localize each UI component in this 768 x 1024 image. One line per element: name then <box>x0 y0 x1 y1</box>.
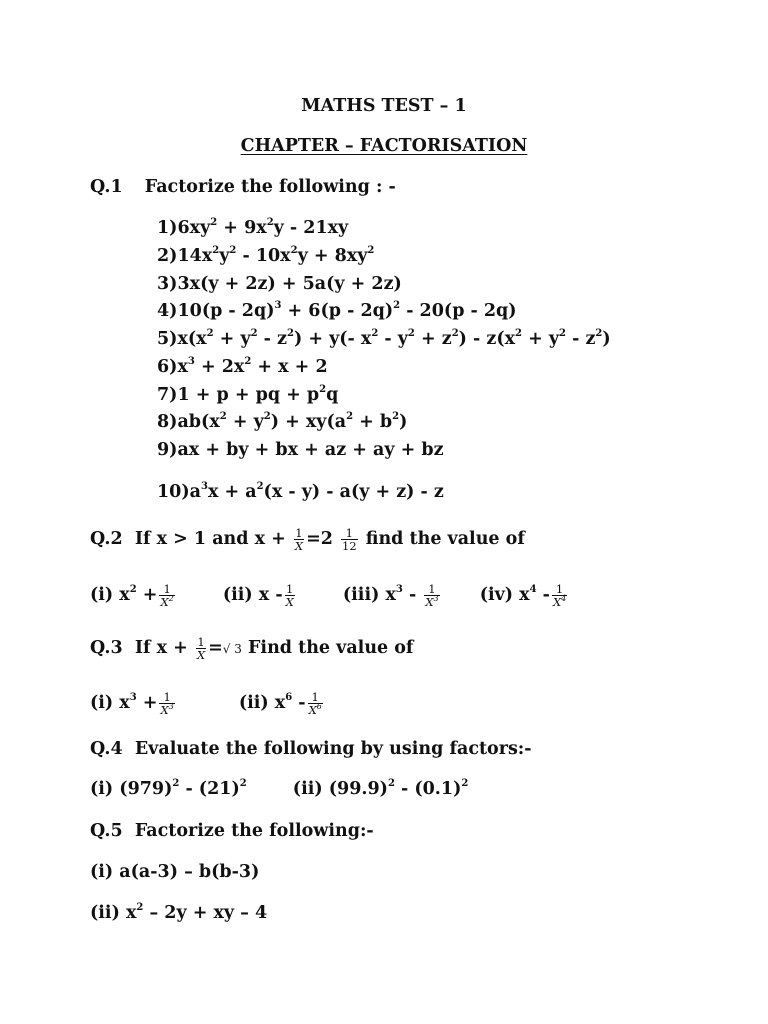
q2-part-ii: (ii) x - $\frac{1}{X}$ <box>222 582 294 609</box>
q4-label: Q.4 <box>90 739 123 759</box>
q5-heading <box>90 820 374 842</box>
expression-text: 3x(y + 2z) + 5a(y + 2z) <box>177 274 402 294</box>
expression-text: y + 8xy <box>297 246 368 266</box>
q1-item <box>157 356 328 378</box>
expression-text: y - 21xy <box>273 218 349 238</box>
q3-equals: = <box>208 638 223 658</box>
q3-label: Q.3 <box>90 638 123 658</box>
expression-text: 1 + p + pq + p <box>177 385 320 405</box>
q2-parts <box>90 583 569 608</box>
q1-heading <box>90 176 396 198</box>
q1-item-number: 3) <box>157 274 178 294</box>
expression-text: - z <box>257 329 287 349</box>
q1-item-number: 2) <box>157 246 178 266</box>
q2-heading <box>90 527 525 552</box>
q3-part-i: (i) $x^3$ + $\frac{1}{X^3}$ <box>90 690 174 717</box>
expression-text: ) - z(x <box>458 329 516 349</box>
exponent: 2 <box>206 328 214 339</box>
q5-label: Q.5 <box>90 821 123 841</box>
q2-post: find the value of <box>365 529 525 549</box>
q2-fraction: $\frac{1}{X}$ <box>294 526 304 553</box>
q4-part-ii: (ii) $(99.9)^2 - (0.1)^2$ <box>292 778 469 799</box>
exponent: 2 <box>515 328 523 339</box>
q3-root: √ 3 <box>222 642 242 656</box>
q2-label: Q.2 <box>90 529 123 549</box>
q2-part-i: (i) $x^2$ + $\frac{1}{X^2}$ <box>90 582 174 609</box>
q1-item-number: 9) <box>157 440 178 460</box>
expression-text: (x - y) - a(y + z) - z <box>263 482 444 502</box>
expression-text: - 20(p - 2q) <box>400 301 517 321</box>
q1-item <box>157 481 444 503</box>
q5-part-i: (i) a(a-3) – b(b-3) <box>90 862 260 882</box>
q1-item-number: 5) <box>157 329 178 349</box>
exponent: 3 <box>274 300 282 311</box>
exponent: 2 <box>393 300 401 311</box>
chapter-heading: CHAPTER – FACTORISATION <box>240 136 528 156</box>
expression-text: ) <box>399 412 408 432</box>
exponent: 2 <box>559 328 567 339</box>
q1-item <box>157 411 407 433</box>
exponent: 2 <box>210 217 218 228</box>
q1-item-number: 4) <box>157 301 178 321</box>
q1-item <box>157 328 611 350</box>
q1-item-number: 1) <box>157 218 178 238</box>
exponent: 2 <box>219 411 227 422</box>
q1-item-number: 8) <box>157 412 178 432</box>
expression-text: + x + 2 <box>251 357 328 377</box>
expression-text: - 10x <box>236 246 291 266</box>
q2-mixed-fraction: $\frac{1}{12}$ <box>342 526 357 553</box>
expression-text: - y <box>378 329 408 349</box>
q1-item <box>157 300 517 322</box>
exponent: 2 <box>229 245 237 256</box>
exponent: 2 <box>367 245 375 256</box>
q3-fraction: $\frac{1}{X}$ <box>196 635 206 662</box>
expression-text: - z <box>566 329 596 349</box>
q1-item-number: 6) <box>157 357 178 377</box>
q1-text: Factorize the following : - <box>144 177 396 197</box>
exponent: 2 <box>319 384 327 395</box>
expression-text: q <box>326 385 339 405</box>
expression-text: x <box>177 357 188 377</box>
expression-text: + b <box>353 412 393 432</box>
expression-text: ax + by + bx + az + ay + bz <box>177 440 444 460</box>
q3-parts <box>90 691 325 716</box>
q4-heading <box>90 738 532 760</box>
expression-text: + y <box>213 329 251 349</box>
q4-text: Evaluate the following by using factors:- <box>134 739 532 759</box>
q2-part-iii: (iii) $x^3$ - $\frac{1}{X^3}$ <box>342 582 439 609</box>
q2-part-iv: (iv) $x^4$ - $\frac{1}{X^4}$ <box>479 582 567 609</box>
expression-text: + 2x <box>194 357 245 377</box>
exponent: 2 <box>595 328 603 339</box>
expression-text: 6xy <box>177 218 211 238</box>
expression-text: x + a <box>207 482 257 502</box>
q1-label: Q.1 <box>90 177 123 197</box>
q4-part-i: (i) $(979)^2 - (21)^2$ <box>90 778 247 799</box>
q3-pre: If x + <box>134 638 188 658</box>
exponent: 2 <box>244 356 252 367</box>
exponent: 2 <box>286 328 294 339</box>
exponent: 2 <box>256 481 264 492</box>
q1-item-number: 7) <box>157 385 178 405</box>
expression-text: ) <box>602 329 611 349</box>
expression-text: + z <box>414 329 452 349</box>
expression-text: + y <box>522 329 560 349</box>
exponent: 2 <box>250 328 258 339</box>
exponent: 2 <box>263 411 271 422</box>
exponent: 2 <box>407 328 415 339</box>
q3-heading <box>90 636 413 661</box>
exponent: 3 <box>187 356 195 367</box>
exponent: 2 <box>212 245 220 256</box>
exponent: 2 <box>451 328 459 339</box>
expression-text: + y <box>226 412 264 432</box>
expression-text: + 9x <box>217 218 267 238</box>
q5-part-ii: (ii) $x^2 - 2y$ + xy – 4 <box>90 902 268 923</box>
exponent: 2 <box>392 411 400 422</box>
q1-item <box>157 439 444 461</box>
expression-text: ) + xy(a <box>270 412 347 432</box>
exponent: 2 <box>346 411 354 422</box>
exponent: 2 <box>290 245 298 256</box>
expression-text: ab(x <box>177 412 220 432</box>
q4-parts <box>90 778 468 800</box>
q1-item <box>157 273 402 295</box>
expression-text: a <box>189 482 201 502</box>
expression-text: x(x <box>177 329 207 349</box>
exponent: 2 <box>266 217 274 228</box>
expression-text: ) + y(- x <box>293 329 372 349</box>
expression-text: 10(p - 2q) <box>177 301 275 321</box>
q1-item <box>157 384 338 406</box>
q5-text: Factorize the following:- <box>134 821 374 841</box>
expression-text: 14x <box>177 246 213 266</box>
q3-post: Find the value of <box>248 638 414 658</box>
q2-pre: If x > 1 and x + <box>134 529 286 549</box>
exponent: 2 <box>371 328 379 339</box>
expression-text: y <box>219 246 230 266</box>
q1-item-number: 10) <box>157 482 190 502</box>
q3-part-ii: (ii) $x^6$ - $\frac{1}{X^6}$ <box>238 690 322 717</box>
q2-equals: =2 <box>306 529 333 549</box>
exponent: 3 <box>200 481 208 492</box>
expression-text: + 6(p - 2q) <box>281 301 394 321</box>
page-title: MATHS TEST – 1 <box>301 96 467 116</box>
q1-item <box>157 217 348 239</box>
q1-item <box>157 245 374 267</box>
